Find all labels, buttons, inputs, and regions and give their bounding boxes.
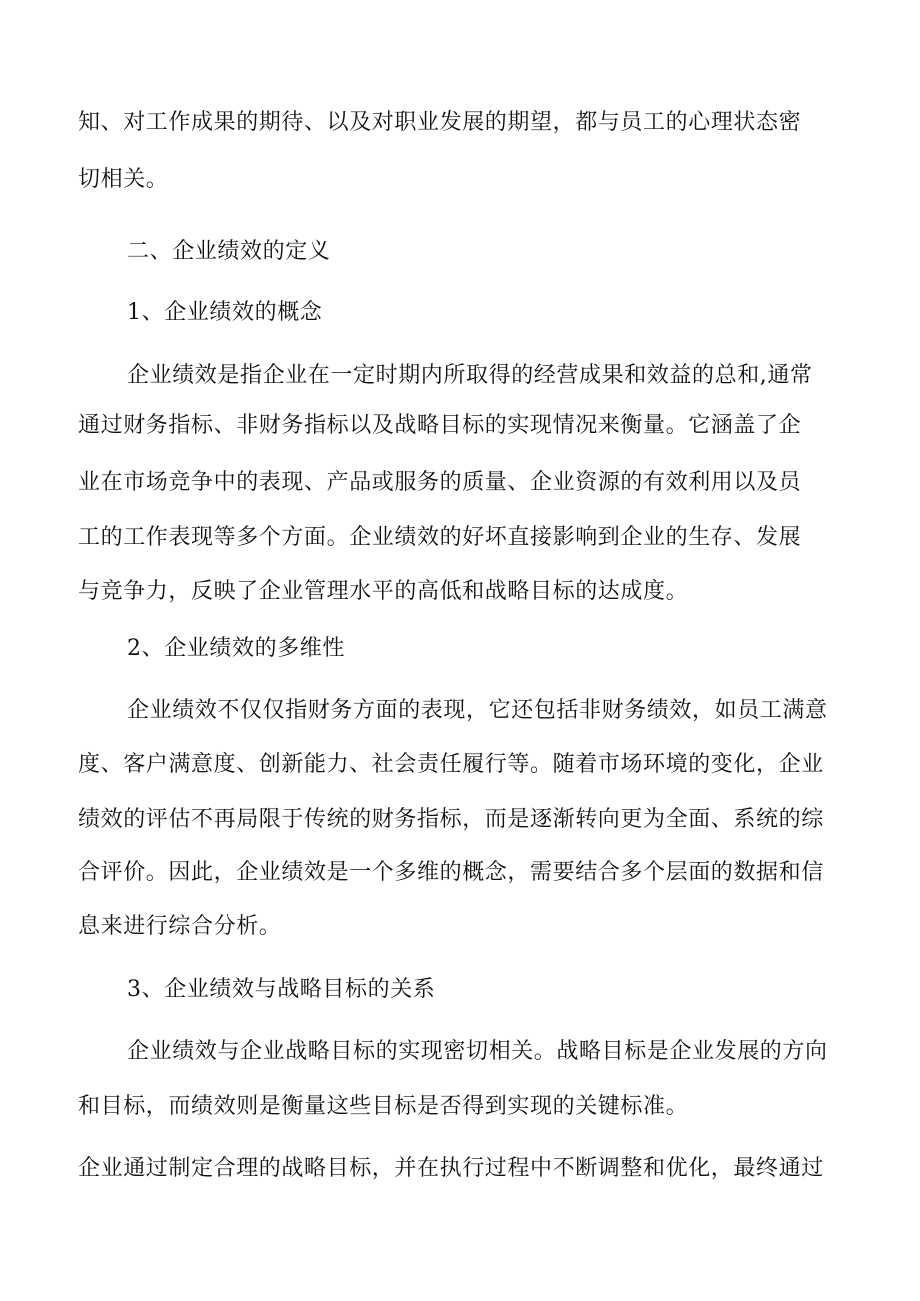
body-text-line: 合评价。因此，企业绩效是一个多维的概念，需要结合多个层面的数据和信	[78, 860, 824, 885]
section-heading: 二、企业绩效的定义	[127, 239, 331, 264]
body-text-line: 工的工作表现等多个方面。企业绩效的好坏直接影响到企业的生存、发展	[78, 525, 802, 550]
body-text-line: 与竞争力，反映了企业管理水平的高低和战略目标的达成度。	[78, 579, 689, 604]
subsection-heading: 3、企业绩效与战略目标的关系	[127, 977, 436, 1002]
body-text-line: 通过财务指标、非财务指标以及战略目标的实现情况来衡量。它涵盖了企	[78, 413, 802, 438]
body-text-line: 度、客户满意度、创新能力、社会责任履行等。随着市场环境的变化，企业	[78, 752, 824, 777]
body-text-line: 切相关。	[78, 167, 169, 192]
body-text-line: 企业绩效不仅仅指财务方面的表现，它还包括非财务绩效，如员工满意	[127, 698, 828, 723]
body-text-line: 息来进行综合分析。	[78, 914, 282, 939]
body-text-line: 业在市场竞争中的表现、产品或服务的质量、企业资源的有效利用以及员	[78, 470, 802, 495]
body-text-line: 企业通过制定合理的战略目标，并在执行过程中不断调整和优化，最终通过	[78, 1156, 824, 1181]
body-text-line: 企业绩效是指企业在一定时期内所取得的经营成果和效益的总和,通常	[127, 363, 813, 388]
body-text-line: 绩效的评估不再局限于传统的财务指标，而是逐渐转向更为全面、系统的综	[78, 807, 824, 832]
body-text-line: 和目标，而绩效则是衡量这些目标是否得到实现的关键标准。	[78, 1094, 689, 1119]
subsection-heading: 1、企业绩效的概念	[127, 300, 323, 325]
body-text-line: 知、对工作成果的期待、以及对职业发展的期望，都与员工的心理状态密	[78, 110, 802, 135]
subsection-heading: 2、企业绩效的多维性	[127, 636, 345, 661]
body-text-line: 企业绩效与企业战略目标的实现密切相关。战略目标是企业发展的方向	[127, 1039, 828, 1064]
